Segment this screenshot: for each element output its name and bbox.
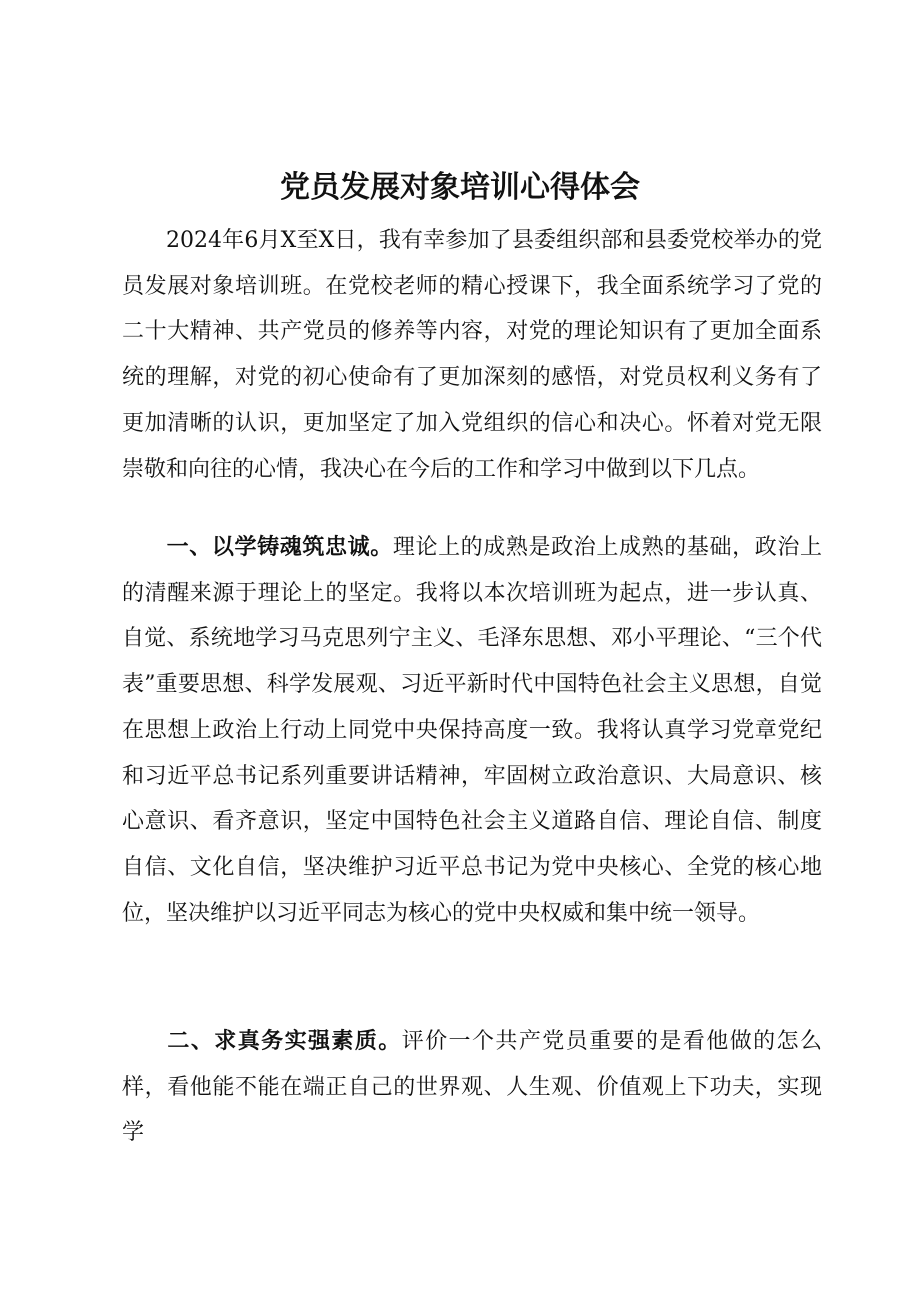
paragraph-point-two [122, 1019, 822, 1156]
point-one-heading: 一、以学铸魂筑忠诚。 [166, 535, 393, 560]
paragraph-intro [122, 218, 822, 492]
document-title: 党员发展对象培训心得体会 [280, 170, 640, 205]
point-two-heading: 二、求真务实强素质。 [166, 1029, 402, 1054]
point-one-text: 理论上的成熟是政治上成熟的基础，政治上的清醒来源于理论上的坚定。我将以本次培训班为起点，进一步认真、自觉、系统地学习马克思列宁主义、毛泽东思想、邓小平理论、“三个代表”重要思想、科学发展观、习近平新时代中国特色社会主义思想，自觉在思想上政治上行动上同党中央保持高度一致。我将认真学习党章党纪和习近平总书记系列重要讲话精神，牢固树立政治意识、大局意识、核心意识、看齐意识，坚定中国特色社会主义道路自信、理论自信、制度自信、文化自信，坚决维护习近平总书记为党中央核心、全党的核心地位，坚决维护以习近平同志为核心的党中央权威和集中统一领导。 [122, 535, 822, 926]
point-two-text: 评价一个共产党员重要的是看他做的怎么样，看他能不能在端正自己的世界观、人生观、价值观上下功夫，实现学 [122, 1029, 822, 1146]
paragraph-intro-text: 2024年6月X至X日，我有幸参加了县委组织部和县委党校举办的党员发展对象培训班。在党校老师的精心授课下，我全面系统学习了党的二十大精神、共产党员的修养等内容，对党的理论知识有了更加全面系统的理解，对党的初心使命有了更加深刻的感悟，对党员权利义务有了更加清晰的认识，更加坚定了加入党组织的信心和决心。怀着对党无限崇敬和向往的心情，我决心在今后的工作和学习中做到以下几点。 [122, 228, 822, 482]
paragraph-point-one [122, 525, 822, 936]
